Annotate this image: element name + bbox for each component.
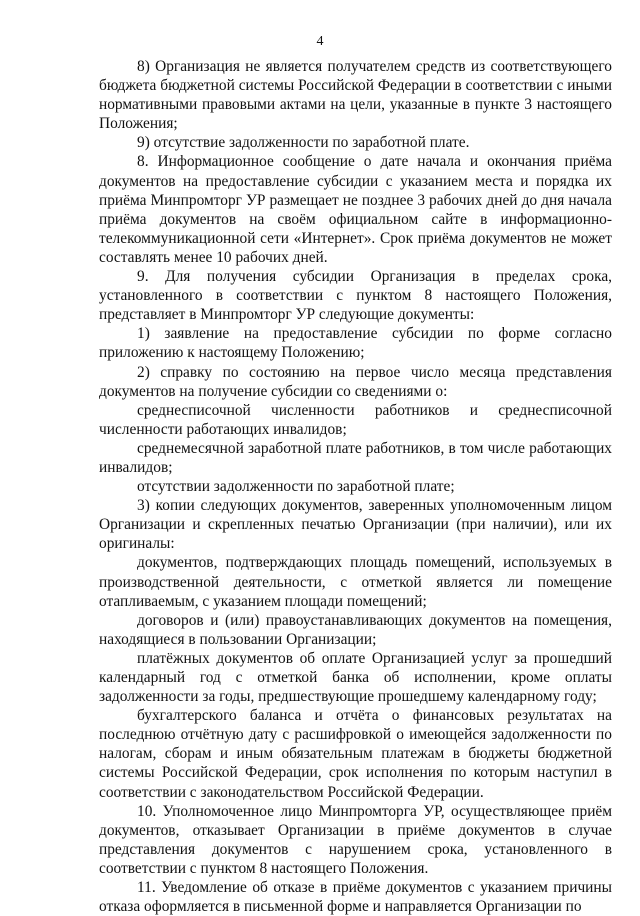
paragraph: 3) копии следующих документов, заверенных уполномоченным лицом Организации и скрепленных печатью Организации (при наличии), или их оригиналы: <box>99 497 612 553</box>
paragraph: платёжных документов об оплате Организацией услуг за прошедший календарный год с отметкой банка об исполнении, кроме оплаты задолженности за годы, предшествующие прошедшему календарному году; <box>99 649 612 706</box>
paragraph: договоров и (или) правоустанавливающих документов на помещения, находящиеся в пользовании Организации; <box>99 611 612 648</box>
paragraph: документов, подтверждающих площадь помещений, используемых в производственной деятельности, с отметкой является ли помещение отапливаемым, с указанием площади помещений; <box>99 554 612 610</box>
paragraph: 1) заявление на предоставление субсидии по форме согласно приложению к настоящему Положению; <box>99 325 612 362</box>
paragraph: 9. Для получения субсидии Организация в пределах срока, установленного в соответствии с пунктом 8 настоящего Положения, представляет в Минпромторг УР следующие документы: <box>99 268 612 324</box>
paragraph: 8) Организация не является получателем средств из соответствующего бюджета бюджетной системы Российской Федерации в соответствии с иными нормативными правовыми актами на цели, указанные в пункте 3 настоящего Положения; <box>99 58 612 133</box>
paragraph: среднемесячной заработной плате работников, в том числе работающих инвалидов; <box>99 439 612 476</box>
paragraph: отсутствии задолженности по заработной плате; <box>137 478 455 496</box>
paragraph: 10. Уполномоченное лицо Минпромторга УР, осуществляющее приём документов, отказывает Организации в приёме документов в случае представления документов с нарушением срока, установленного в соответствии с пунктом 8 настоящего Положения. <box>99 802 612 877</box>
document-body <box>99 57 612 916</box>
paragraph: среднесписочной численности работников и среднесписочной численности работающих инвалидов; <box>99 401 612 438</box>
paragraph: 11. Уведомление об отказе в приёме документов с указанием причины отказа оформляется в письменной форме и направляется Организации по <box>99 879 612 916</box>
paragraph: 2) справку по состоянию на первое число месяца представления документов на получение субсидии со сведениями о: <box>99 363 612 400</box>
page-number: 4 <box>316 34 324 49</box>
paragraph: 8. Информационное сообщение о дате начала и окончания приёма документов на предоставление субсидии с указанием места и порядка их приёма Минпромторг УР размещает не позднее 3 рабочих дней до дня начала приёма документов на своём официальном сайте в информационно-телекоммуникационной сети «Интернет». Срок приёма документов не может составлять менее 10 рабочих дней. <box>99 153 612 266</box>
paragraph: 9) отсутствие задолженности по заработной плате. <box>137 134 470 152</box>
paragraph: бухгалтерского баланса и отчёта о финансовых результатах на последнюю отчётную дату с расшифровкой о имеющейся задолженности по налогам, сборам и иным обязательным платежам в бюджеты бюджетной системы Российской Федерации, срок исполнения по которым наступил в соответствии с законодательством Российской Федерации. <box>99 707 612 801</box>
